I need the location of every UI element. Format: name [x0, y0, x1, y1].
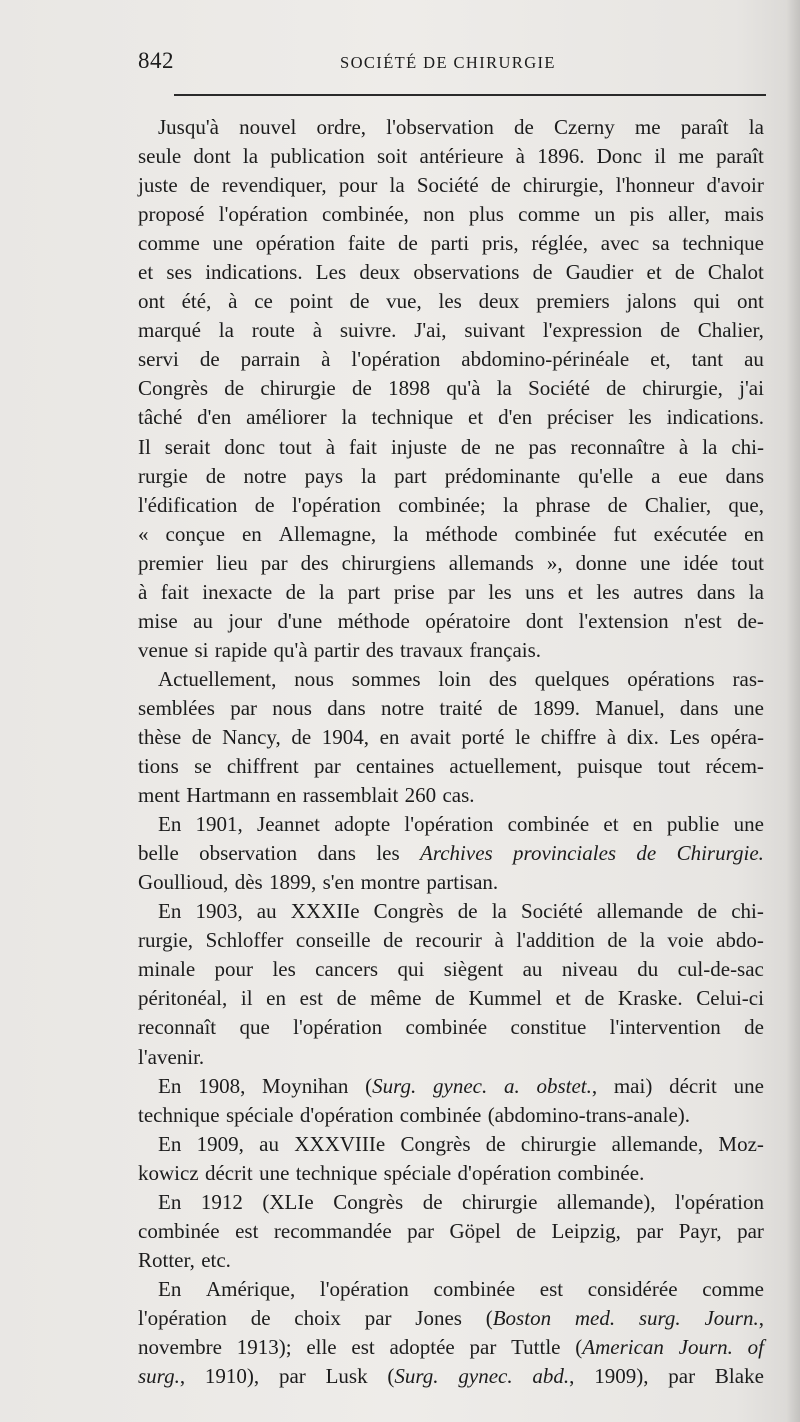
text-line: ment Hartmann en rassemblait 260 cas.: [138, 783, 475, 808]
text-line: En 1903, au XXXIIe Congrès de la Société allemande de chi-: [158, 899, 764, 924]
text-line: Jusqu'à nouvel ordre, l'observation de Czerny me paraît la: [158, 115, 764, 139]
text-line: à fait inexacte de la part prise par les uns et les autres dans la: [138, 579, 764, 604]
text-line: ont été, à ce point de vue, les deux premiers jalons qui ont: [138, 289, 764, 314]
text-line: péritonéal, il en est de même de Kummel et de Kraske. Celui-ci: [138, 986, 764, 1011]
text-line: rurgie de notre pays la part prédominante qu'elle a eue dans: [138, 463, 764, 488]
text-line: novembre 1913); elle est adoptée par Tuttle (American Journ. of: [138, 1334, 764, 1359]
text-line: En Amérique, l'opération combinée est considérée comme: [158, 1276, 764, 1301]
text-line: belle observation dans les Archives provinciales de Chirurgie.: [138, 841, 764, 866]
text-line: Rotter, etc.: [138, 1247, 231, 1272]
text-line: rurgie, Schloffer conseille de recourir à l'addition de la voie abdo-: [138, 928, 764, 953]
text-line: tions se chiffrent par centaines actuellement, puisque tout récem-: [138, 754, 764, 779]
text-line: l'avenir.: [138, 1044, 205, 1069]
text-line: combinée est recommandée par Göpel de Leipzig, par Payr, par: [138, 1218, 764, 1243]
text-line: En 1912 (XLIe Congrès de chirurgie allemande), l'opération: [158, 1189, 764, 1214]
text-line: reconnaît que l'opération combinée constitue l'intervention de: [138, 1015, 764, 1040]
page-edge-shadow: [786, 0, 800, 1422]
text-line: kowicz décrit une technique spéciale d'opération combinée.: [138, 1160, 645, 1185]
text-line: l'édification de l'opération combinée; la phrase de Chalier, que,: [138, 492, 764, 517]
text-line: technique spéciale d'opération combinée (abdomino-trans-anale).: [138, 1102, 691, 1127]
text-line: tâché d'en améliorer la technique et d'en préciser les indications.: [138, 405, 764, 430]
text-line: En 1909, au XXXVIIIe Congrès de chirurgie allemande, Moz-: [158, 1131, 764, 1156]
body-text: [138, 113, 764, 1391]
text-line: semblées par nous dans notre traité de 1899. Manuel, dans une: [138, 695, 764, 720]
text-line: En 1901, Jeannet adopte l'opération combinée et en publie une: [158, 812, 764, 837]
page-header: [138, 48, 764, 78]
text-line: mise au jour d'une méthode opératoire dont l'extension n'est de-: [138, 608, 764, 633]
text-line: juste de revendiquer, pour la Société de chirurgie, l'honneur d'avoir: [138, 173, 764, 198]
text-line: « conçue en Allemagne, la méthode combinée fut exécutée en: [138, 521, 764, 546]
header-rule: [174, 94, 766, 96]
text-line: venue si rapide qu'à partir des travaux français.: [138, 637, 542, 662]
page-number: 842: [138, 48, 174, 73]
text-line: seule dont la publication soit antérieure à 1896. Donc il me paraît: [138, 144, 764, 169]
text-line: minale pour les cancers qui siègent au niveau du cul-de-sac: [138, 957, 764, 982]
text-line: marqué la route à suivre. J'ai, suivant l'expression de Chalier,: [138, 318, 764, 343]
text-line: servi de parrain à l'opération abdomino-périnéale et, tant au: [138, 347, 764, 372]
text-line: surg., 1910), par Lusk (Surg. gynec. abd., 1909), par Blake: [138, 1364, 764, 1389]
text-line: Il serait donc tout à fait injuste de ne pas reconnaître à la chi-: [138, 434, 764, 459]
text-line: Goullioud, dès 1899, s'en montre partisan.: [138, 870, 499, 895]
text-line: En 1908, Moynihan (Surg. gynec. a. obstet., mai) décrit une: [158, 1073, 764, 1098]
text-line: Actuellement, nous sommes loin des quelques opérations ras-: [158, 666, 764, 691]
text-line: et ses indications. Les deux observations de Gaudier et de Chalot: [138, 260, 764, 285]
text-line: premier lieu par des chirurgiens allemands », donne une idée tout: [138, 550, 764, 575]
running-title: SOCIÉTÉ DE CHIRURGIE: [340, 53, 556, 72]
text-line: l'opération de choix par Jones (Boston med. surg. Journ.,: [138, 1305, 764, 1330]
text-line: Congrès de chirurgie de 1898 qu'à la Société de chirurgie, j'ai: [138, 376, 764, 401]
text-line: comme une opération faite de parti pris, réglée, avec sa technique: [138, 231, 764, 256]
text-line: thèse de Nancy, de 1904, en avait porté le chiffre à dix. Les opéra-: [138, 724, 764, 749]
text-line: proposé l'opération combinée, non plus comme un pis aller, mais: [138, 202, 764, 227]
